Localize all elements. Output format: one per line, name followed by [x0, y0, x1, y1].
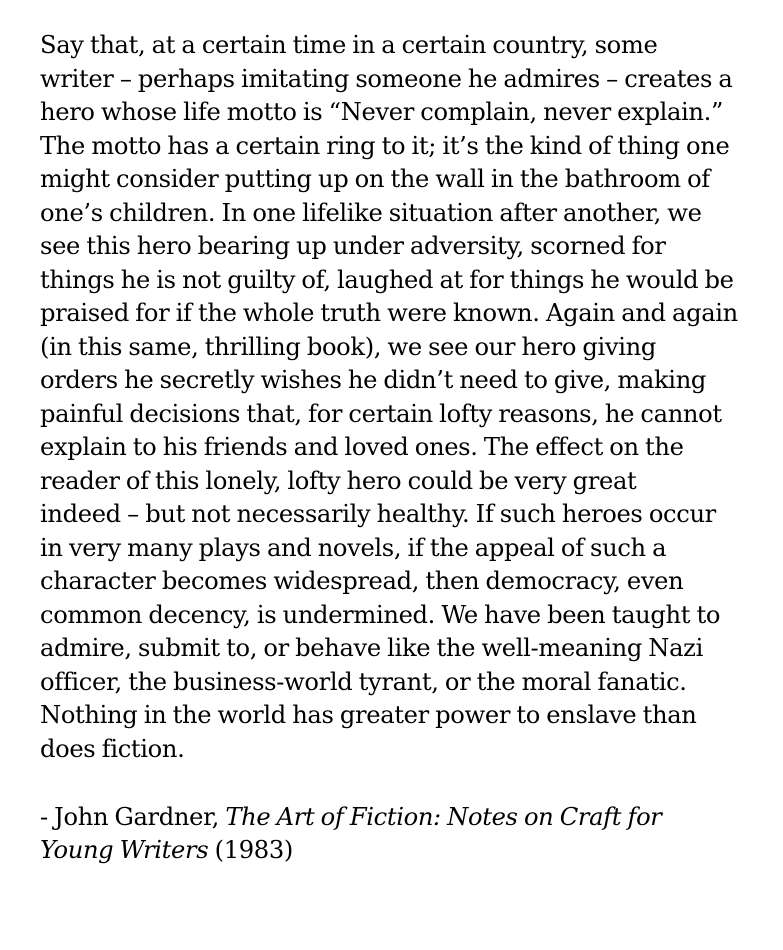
- quote-line: admire, submit to, or behave like the well-meaning Nazi: [40, 634, 703, 662]
- quote-line: writer – perhaps imitating someone he admires – creates a: [40, 64, 733, 93]
- quote-page: [40, 29, 760, 867]
- quote-line: reader of this lonely, lofty hero could be very great: [40, 466, 637, 495]
- book-title-part-1: The Art of Fiction: Notes on Craft for: [225, 803, 662, 831]
- quote-line: hero whose life motto is “Never complain, never explain.”: [40, 98, 723, 126]
- attribution-line-2: [40, 834, 760, 867]
- quote-line: Nothing in the world has greater power to enslave than: [40, 701, 697, 729]
- quote-line: officer, the business-world tyrant, or the moral fanatic.: [40, 667, 687, 696]
- quote-line: common decency, is undermined. We have been taught to: [40, 600, 721, 629]
- quote-line: character becomes widespread, then democracy, even: [40, 567, 684, 595]
- quote-block: [40, 29, 760, 766]
- publication-year: (1983): [208, 836, 293, 864]
- quote-line: The motto has a certain ring to it; it’s the kind of thing one: [40, 131, 730, 160]
- attribution-author: - John Gardner,: [40, 803, 226, 831]
- attribution-line-1: [40, 801, 760, 834]
- attribution: [40, 801, 760, 867]
- quote-line: one’s children. In one lifelike situation after another, we: [40, 198, 702, 227]
- quote-line: explain to his friends and loved ones. The effect on the: [40, 433, 684, 461]
- quote-line: might consider putting up on the wall in the bathroom of: [40, 165, 710, 193]
- quote-line: praised for if the whole truth were known. Again and again: [40, 299, 738, 327]
- quote-line: Say that, at a certain time in a certain country, some: [40, 31, 658, 59]
- quote-line: does fiction.: [40, 734, 185, 763]
- quote-line: indeed – but not necessarily healthy. If such heroes occur: [40, 500, 716, 528]
- quote-line: (in this same, thrilling book), we see our hero giving: [40, 332, 656, 361]
- book-title-part-2: Young Writers: [40, 836, 209, 864]
- quote-line: orders he secretly wishes he didn’t need to give, making: [40, 366, 707, 394]
- quote-line: things he is not guilty of, laughed at for things he would be: [40, 265, 734, 294]
- quote-line: in very many plays and novels, if the appeal of such a: [40, 533, 667, 562]
- quote-line: see this hero bearing up under adversity, scorned for: [40, 232, 666, 260]
- quote-line: painful decisions that, for certain lofty reasons, he cannot: [40, 399, 722, 428]
